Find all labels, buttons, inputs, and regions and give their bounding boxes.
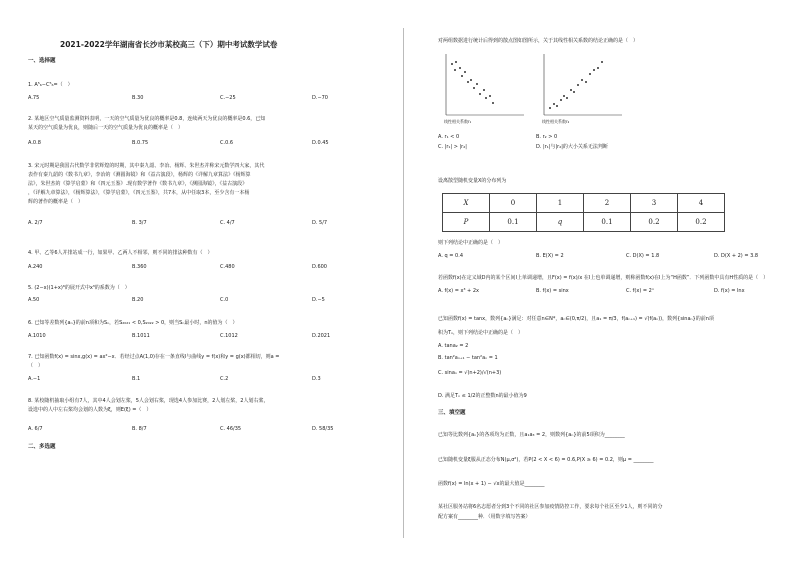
q3-option-d[interactable]: D. 5/7 <box>312 220 328 226</box>
section-heading-multi-choice: 二、多选题 <box>28 444 56 450</box>
q5-option-b[interactable]: B.20 <box>132 297 144 303</box>
question-9-stem: 对两组数据进行统计后得到的散点图如图所示，关于其线性相关系数的结论正确的是（ ） <box>438 38 639 44</box>
q10-option-b[interactable]: B. E(X) = 2 <box>536 253 564 259</box>
q8-option-a[interactable]: A. 6/7 <box>28 426 43 432</box>
table-cell: 4 <box>678 194 725 213</box>
q1-option-a[interactable]: A.75 <box>28 95 40 101</box>
right-column <box>418 0 794 562</box>
q9-option-c[interactable]: C. |r₁| > |r₂| <box>438 144 467 150</box>
q2-option-b[interactable]: B.0.75 <box>132 140 149 146</box>
scatter-1-caption: 线性相关系数r₁ <box>444 119 472 124</box>
q4-option-a[interactable]: A.240 <box>28 264 43 270</box>
q10-option-a[interactable]: A. q = 0.4 <box>438 253 464 259</box>
scatter-plot-positive <box>536 50 626 125</box>
q7-option-a[interactable]: A.−1 <box>28 376 41 382</box>
left-column <box>8 0 388 562</box>
table-cell: 0 <box>490 194 537 213</box>
distribution-table <box>442 193 725 232</box>
question-4-stem: 4. 甲、乙等6人并排站成一行，如果甲、乙两人不相邻，则不同的排法种数有（ ） <box>28 250 213 256</box>
section-heading-choice: 一、选择题 <box>28 58 56 64</box>
q12-option-c[interactable]: C. sinaₙ = √(n+2)/√(n+3) <box>438 370 502 376</box>
question-10-stem: 设离散型随机变量X的分布列为 <box>438 178 507 184</box>
scatter-plot-negative <box>438 50 528 125</box>
q1-option-d[interactable]: D.−70 <box>312 95 328 101</box>
table-cell: 1 <box>537 194 584 213</box>
q5-option-c[interactable]: C.0 <box>220 297 229 303</box>
q9-option-d[interactable]: D. |r₁|与|r₂|的大小关系无法判断 <box>536 144 608 150</box>
table-cell: 3 <box>631 194 678 213</box>
q7-option-b[interactable]: B.1 <box>132 376 141 382</box>
question-8-line-2: 设选中的人中左右桨均会划的人数为ξ，则E(ξ) =（ ） <box>28 407 152 413</box>
table-cell: 2 <box>584 194 631 213</box>
q8-option-d[interactable]: D. 58/35 <box>312 426 334 432</box>
q10-option-d[interactable]: D. D(X + 2) = 3.8 <box>714 253 759 259</box>
question-7-line-1: 7. 已知函数f(x) = sinx,g(x) = ax²−x．若经过点A(1,0)存在一条直线l与曲线y = f(x)和y = g(x)都相切，则a = <box>28 354 280 360</box>
q1-option-c[interactable]: C.−25 <box>220 95 236 101</box>
q11-option-a[interactable]: A. f(x) = x³ + 2x <box>438 288 479 294</box>
table-cell: q <box>537 213 584 232</box>
q2-option-a[interactable]: A.0.8 <box>28 140 41 146</box>
question-7-line-2: （ ） <box>28 363 44 369</box>
question-11-stem: 若函数f(x)在定义域D内的某个区间I上单调递增，且F(x) = f(x)/x 在I上也单调递增，则称函数f(x)在I上为“H函数”．下列函数中具有H性质的是（ ） <box>438 275 769 281</box>
q12-option-b[interactable]: B. tan²aₙ₊₁ − tan²aₙ = 1 <box>438 355 498 361</box>
q6-option-d[interactable]: D.2021 <box>312 333 331 339</box>
q9-option-b[interactable]: B. r₂ > 0 <box>536 134 558 140</box>
table-cell: X <box>443 194 490 213</box>
question-16-line-2: 配方案有________种．（用数字填写答案） <box>438 514 531 520</box>
question-3-line-2: 表作有秦九韶的《数书九章》，李冶的《测圆海镜》和《益古演段》，杨辉的《详解九章算法》《杨辉算 <box>28 172 251 178</box>
q3-option-c[interactable]: C. 4/7 <box>220 220 235 226</box>
q1-option-b[interactable]: B.30 <box>132 95 144 101</box>
question-16-line-1: 某社区服务站将6名志愿者分到3个不同的社区参加疫情防控工作，要求每个社区至少1人，则不同的分 <box>438 504 663 510</box>
q6-option-b[interactable]: B.1011 <box>132 333 150 339</box>
question-3-line-1: 3. 宋元时期是我国古代数学非常辉煌的时期，其中秦九韶、李冶、杨辉、朱世杰并称宋元数学四大家，其代 <box>28 163 265 169</box>
q10-option-c[interactable]: C. D(X) = 1.8 <box>626 253 660 259</box>
q4-option-b[interactable]: B.360 <box>132 264 147 270</box>
q12-option-a[interactable]: A. tana₂ = 2 <box>438 343 469 349</box>
q2-option-c[interactable]: C.0.6 <box>220 140 234 146</box>
q8-option-b[interactable]: B. 8/7 <box>132 426 147 432</box>
table-cell: 0.2 <box>678 213 725 232</box>
q3-option-b[interactable]: B. 3/7 <box>132 220 147 226</box>
q8-option-c[interactable]: C. 46/35 <box>220 426 242 432</box>
question-5-stem: 5. (2−x)(1+x)⁶的展开式中x³的系数为（ ） <box>28 285 130 291</box>
q5-option-d[interactable]: D.−5 <box>312 297 325 303</box>
question-2-line-1: 2. 某地区空气质量监测资料表明，一天的空气质量为优良的概率是0.8，连续两天为优良的概率是0.6，已知 <box>28 116 266 122</box>
q7-option-d[interactable]: D.3 <box>312 376 321 382</box>
q4-option-d[interactable]: D.600 <box>312 264 327 270</box>
page-title: 2021-2022学年湖南省长沙市某校高三（下）期中考试数学试卷 <box>60 40 278 49</box>
table-row <box>443 213 725 232</box>
question-3-line-3: 法》，朱世杰的《算学启蒙》和《四元玉鉴》.现有数学著作《数书九章》，《测圆海镜》，《益古演段》 <box>28 181 248 187</box>
column-divider <box>403 28 404 538</box>
q2-option-d[interactable]: D.0.45 <box>312 140 329 146</box>
table-cell: 0.2 <box>631 213 678 232</box>
q6-option-c[interactable]: C.1012 <box>220 333 238 339</box>
question-13-stem: 已知等比数列{aₙ}的各项均为正数，且a₁a₃ = 2，则数列{aₙ}的前5项积为________ <box>438 432 625 438</box>
question-15-stem: 函数f(x) = ln(x + 1) − √x的最大值是________ <box>438 481 545 487</box>
section-heading-fill-in: 三、填空题 <box>438 410 466 416</box>
question-8-line-1: 8. 某校随机抽取小组有7人，其中4人会划左桨，5人会划右桨，现选4人参加比赛，2人划左桨，2人划右桨， <box>28 398 269 404</box>
question-14-stem: 已知随机变量ξ服从正态分布N(μ,σ²)，若P(2 < X < 6) = 0.6,P(X ≥ 6) = 0.2，则μ = ________ <box>438 457 654 463</box>
table-row <box>443 194 725 213</box>
question-12-line-2: 积为Tₙ，则下列结论中正确的是（ ） <box>438 330 524 336</box>
question-2-line-2: 某天的空气质量为优良，则随后一天的空气质量为优良的概率是（ ） <box>28 125 184 131</box>
question-3-line-5: 辉的著作的概率是（ ） <box>28 199 84 205</box>
q12-option-d[interactable]: D. 满足Tₙ ≤ 1/2的正整数n的最小值为9 <box>438 393 527 399</box>
q11-option-b[interactable]: B. f(x) = sinx <box>536 288 569 294</box>
q11-option-c[interactable]: C. f(x) = 2ˣ <box>626 288 655 294</box>
table-cell: 0.1 <box>490 213 537 232</box>
table-cell: 0.1 <box>584 213 631 232</box>
q5-option-a[interactable]: A.50 <box>28 297 40 303</box>
q6-option-a[interactable]: A.1010 <box>28 333 46 339</box>
question-6-stem: 6. 已知等差数列{aₙ}的前n项和为Sₙ，若S₂₀₂₁ < 0,S₂₀₂₂ > 0，则当Sₙ最小时，n的值为（ ） <box>28 320 238 326</box>
question-10-prompt: 则下列结论中正确的是（ ） <box>438 240 504 246</box>
q11-option-d[interactable]: D. f(x) = lnx <box>714 288 745 294</box>
question-12-line-1: 已知函数f(x) = tanx，数列{aₙ}满足：对任意n∈N*，aₙ∈(0,π/2)，且a₁ = π/3，f(aₙ₊₁) = √(f(aₙ))，数列{sinaₙ}的前n项 <box>438 316 714 322</box>
table-cell: P <box>443 213 490 232</box>
q3-option-a[interactable]: A. 2/7 <box>28 220 43 226</box>
q7-option-c[interactable]: C.2 <box>220 376 229 382</box>
q4-option-c[interactable]: C.480 <box>220 264 235 270</box>
scatter-2-caption: 线性相关系数r₂ <box>542 119 570 124</box>
q9-option-a[interactable]: A. r₁ < 0 <box>438 134 460 140</box>
question-3-line-4: ，《详解九章算法》，《杨辉算法》，《算学启蒙》，《四元玉鉴》，共7本，从中任取3本，至少含有一本杨 <box>28 190 250 196</box>
question-1-stem: 1. A⁵₆−C⁵₆=（ ） <box>28 82 73 88</box>
